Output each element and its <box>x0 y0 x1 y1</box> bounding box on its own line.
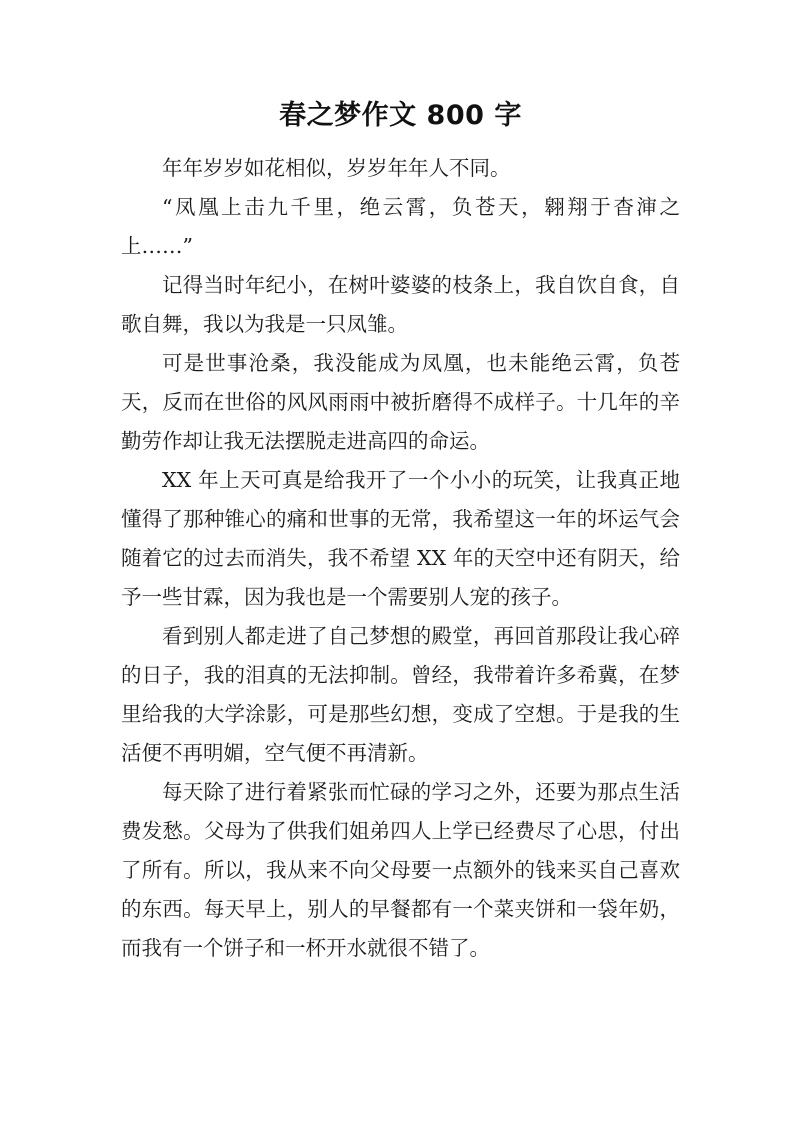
paragraph-7: 每天除了进行着紧张而忙碌的学习之外，还要为那点生活费发愁。父母为了供我们姐弟四人上学已经费尽了心思，付出了所有。所以，我从来不向父母要一点额外的钱来买自己喜欢的东西。每天早上，别人的早餐都有一个菜夹饼和一袋年奶，而我有一个饼子和一杯开水就很不错了。 <box>121 780 680 960</box>
document-body <box>121 149 680 968</box>
paragraph-3: 记得当时年纪小，在树叶婆婆的枝条上，我自饮自食，自歌自舞，我以为我是一只凤雏。 <box>121 273 680 336</box>
paragraph-6: 看到别人都走进了自己梦想的殿堂，再回首那段让我心碎的日子，我的泪真的无法抑制。曾经，我带着许多希冀，在梦里给我的大学涂影，可是那些幻想，变成了空想。于是我的生活便不再明媚，空气便不再清新。 <box>121 624 680 765</box>
document-title: 春之梦作文 800 字 <box>279 100 522 131</box>
paragraph-4: 可是世事沧桑，我没能成为凤凰，也未能绝云霄，负苍天，反而在世俗的风风雨雨中被折磨得不成样子。十几年的辛勤劳作却让我无法摆脱走进高四的命运。 <box>121 351 680 453</box>
paragraph-2: “凤凰上击九千里，绝云霄，负苍天，翱翔于杳渖之上……” <box>121 195 680 258</box>
paragraph-5: XX 年上天可真是给我开了一个小小的玩笑，让我真正地懂得了那种锥心的痛和世事的无常，我希望这一年的坏运气会随着它的过去而消失，我不希望 XX 年的天空中还有阴天，给予一些甘霖，因为我也是一个需要别人宠的孩子。 <box>121 468 680 609</box>
paragraph-1: 年年岁岁如花相似，岁岁年年人不同。 <box>162 156 511 180</box>
